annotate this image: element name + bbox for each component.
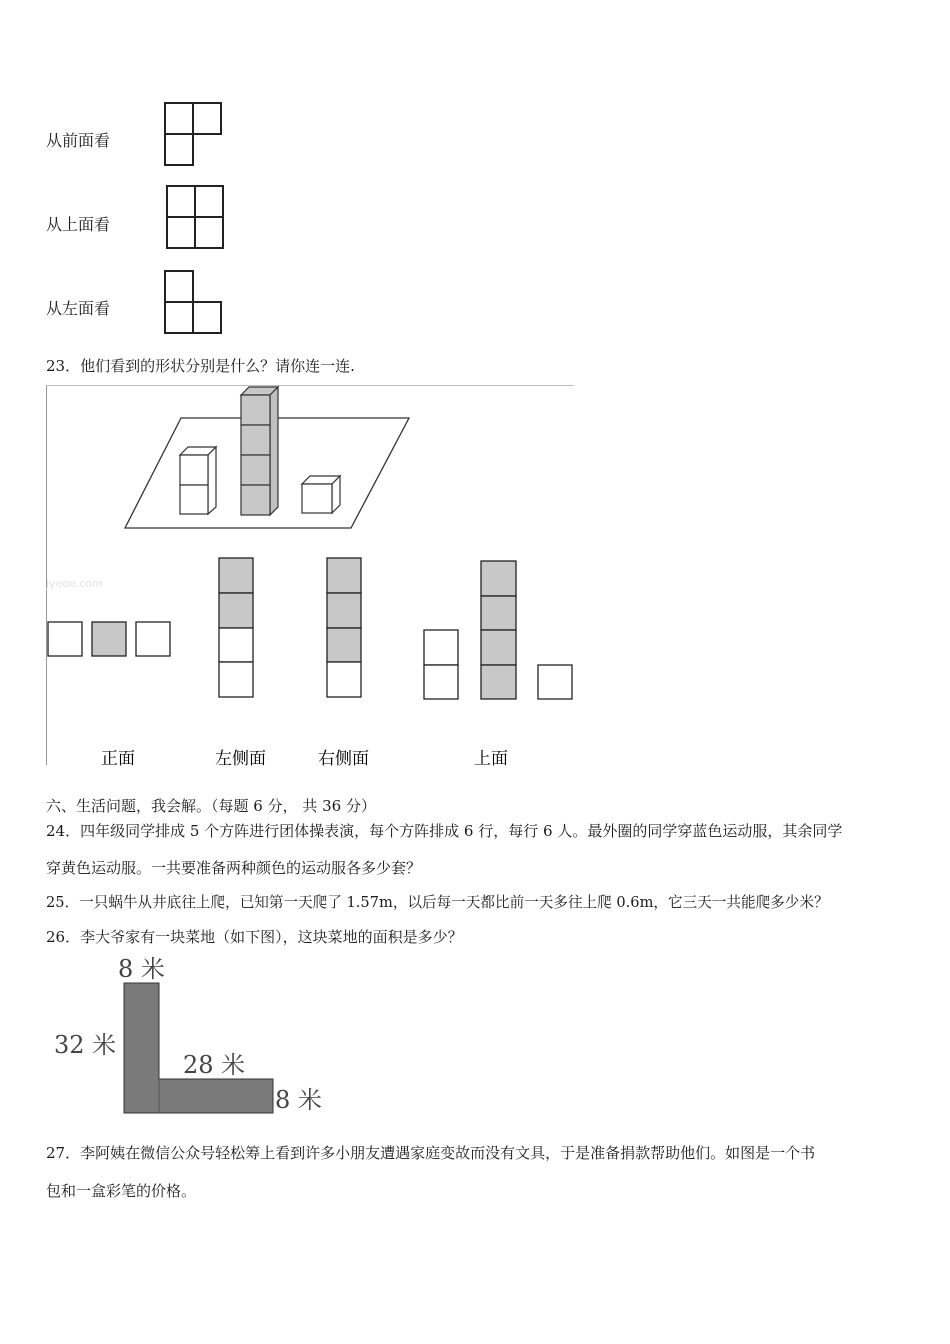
label-right-height: 8 米 [275, 1086, 322, 1114]
right-white-cube [302, 476, 340, 513]
question-24-line1: 24．四年级同学排成 5 个方阵进行团体操表演，每个方阵排成 6 行，每行 6 人。最外圈的同学穿蓝色运动服，其余同学 [46, 822, 843, 840]
question-24-line2: 穿黄色运动服。一共要准备两种颜色的运动服各多少套？ [46, 859, 422, 877]
section-six-heading: 六、生活问题，我会解。（每题 6 分， 共 36 分） [46, 797, 376, 815]
caption-left-side: 左侧面 [215, 749, 266, 769]
option-left-side-view [219, 558, 253, 697]
q23-figure [46, 385, 576, 770]
q26-figure [40, 955, 340, 1120]
label-top-width: 8 米 [118, 955, 165, 983]
tall-gray-stack [241, 387, 278, 515]
question-27-line2: 包和一盒彩笔的价格。 [46, 1182, 197, 1200]
left-white-stack [180, 447, 216, 514]
question-27-line1: 27．李阿姨在微信公众号轻松筹上看到许多小朋友遭遇家庭变故而没有文具，于是准备捐款帮助他们。如图是一个书 [46, 1144, 816, 1162]
option-front-view [48, 622, 170, 656]
top-view-shape [166, 185, 226, 249]
watermark: jyeoo.com [46, 577, 103, 590]
front-view-shape [164, 102, 224, 166]
caption-right-side: 右侧面 [318, 749, 369, 769]
option-right-side-view [327, 558, 361, 697]
option-top-view [424, 561, 572, 699]
caption-top: 上面 [474, 749, 508, 769]
label-left-height: 32 米 [54, 1031, 117, 1059]
view-label-front: 从前面看 [46, 131, 111, 150]
label-middle-length: 28 米 [183, 1051, 246, 1079]
view-label-left: 从左面看 [46, 299, 111, 318]
question-25: 25．一只蜗牛从井底往上爬，已知第一天爬了 1.57m，以后每一天都比前一天多往上爬 0.6m，它三天一共能爬多少米？ [46, 894, 829, 911]
l-shape [124, 983, 273, 1113]
left-view-shape [164, 270, 224, 334]
caption-front: 正面 [101, 749, 135, 769]
view-label-top: 从上面看 [46, 215, 111, 234]
question-26: 26．李大爷家有一块菜地（如下图），这块菜地的面积是多少？ [46, 928, 463, 946]
question-23: 23．他们看到的形状分别是什么？请你连一连. [46, 357, 355, 375]
